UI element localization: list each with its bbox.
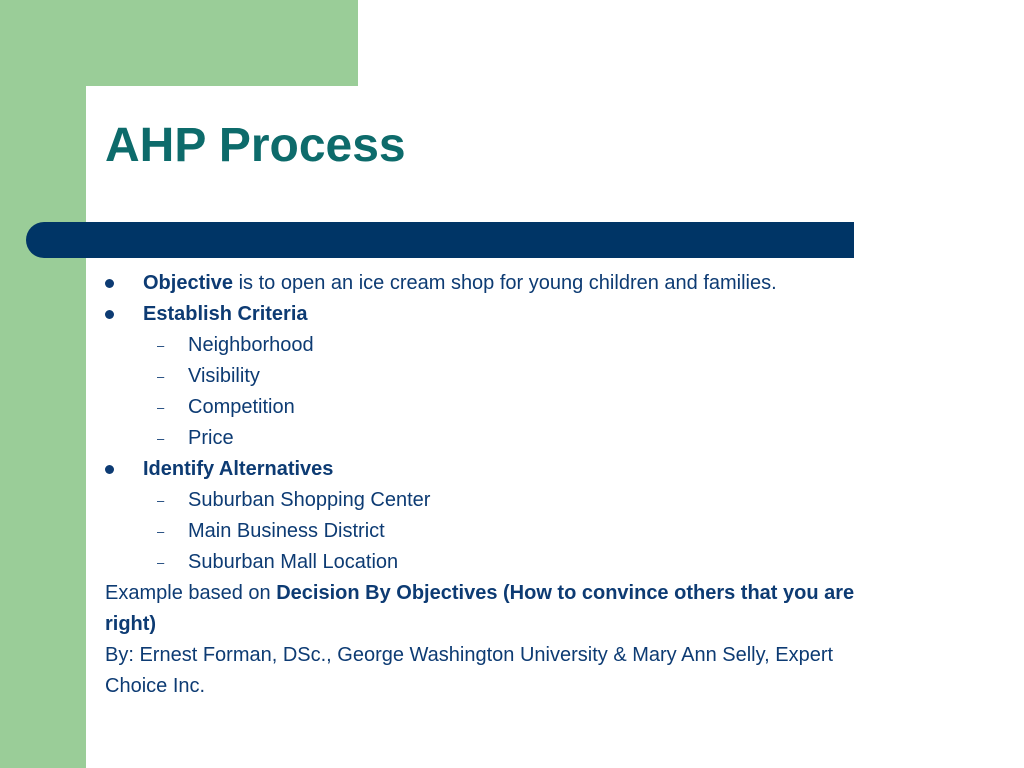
alternative-item-label: Main Business District <box>188 520 385 542</box>
source-prefix: Example based on <box>105 582 277 604</box>
criteria-item <box>105 330 925 361</box>
criteria-item-label: Competition <box>188 396 295 418</box>
bullet-dot-icon <box>105 310 114 319</box>
slide-body <box>105 268 925 702</box>
dash-icon: – <box>157 369 165 384</box>
slide-title: AHP Process <box>105 119 406 172</box>
alternative-item <box>105 547 925 578</box>
dash-icon: – <box>157 400 165 415</box>
book-title-part-1: Decision By Objectives (How to convince others that you are <box>276 582 855 604</box>
authors-text-1: By: Ernest Forman, DSc., George Washington University & Mary Ann Selly, Expert <box>105 644 834 666</box>
alternative-item <box>105 516 925 547</box>
criteria-item-label: Neighborhood <box>188 334 314 356</box>
criteria-item-label: Visibility <box>188 365 260 387</box>
dash-icon: – <box>157 555 165 570</box>
alternative-item-label: Suburban Shopping Center <box>188 489 431 511</box>
bullet-dot-icon <box>105 279 114 288</box>
alternative-item-label: Suburban Mall Location <box>188 551 399 573</box>
alternative-item <box>105 485 925 516</box>
criteria-heading: Establish Criteria <box>143 303 308 325</box>
source-line-1 <box>105 578 925 609</box>
dash-icon: – <box>157 524 165 539</box>
authors-line-1 <box>105 640 925 671</box>
dash-icon: – <box>157 431 165 446</box>
book-title-part-2: right) <box>105 613 157 635</box>
dash-icon: – <box>157 493 165 508</box>
dash-icon: – <box>157 338 165 353</box>
criteria-item-label: Price <box>188 427 234 449</box>
alternatives-heading: Identify Alternatives <box>143 458 334 480</box>
green-top-band <box>0 0 358 86</box>
objective-text: is to open an ice cream shop for young children and families. <box>233 272 777 294</box>
title-underline-bar <box>26 222 854 258</box>
objective-label: Objective <box>143 272 234 294</box>
green-side-band <box>0 0 86 768</box>
criteria-bullet <box>105 299 925 330</box>
authors-text-2: Choice Inc. <box>105 675 206 697</box>
criteria-item <box>105 361 925 392</box>
criteria-item <box>105 392 925 423</box>
authors-line-2 <box>105 671 925 702</box>
bullet-dot-icon <box>105 465 114 474</box>
source-line-2 <box>105 609 925 640</box>
objective-bullet <box>105 268 925 299</box>
criteria-item <box>105 423 925 454</box>
alternatives-bullet <box>105 454 925 485</box>
